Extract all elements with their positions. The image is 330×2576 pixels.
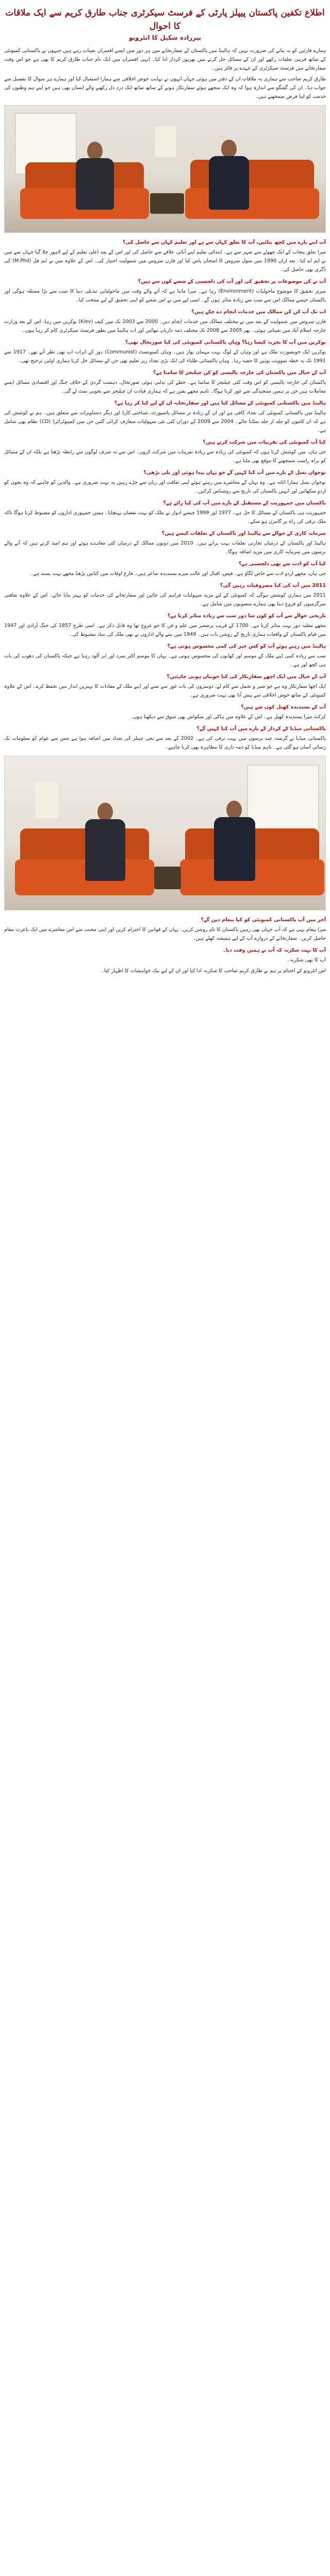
- qa-block-18: [4, 916, 326, 943]
- answer: میرا پیغام یہی ہے کہ آپ جہاں بھی رہیں پاکستان کا نام روشن کریں۔ یہاں کے قوانین کا احترام کریں اور اپنی محنت سے اس معاشرے میں ایک باعزت مقام حاصل کریں۔ سفارتخانے کے دروازے آپ کے لیے ہمیشہ کھلے ہیں۔: [4, 927, 326, 941]
- qa-block-4: [4, 338, 326, 365]
- question: تاریخی حوالے سے آپ کو کون سا دور سب سے زیادہ متاثر کرتا ہے؟: [167, 613, 326, 619]
- question: اب تک آپ کن کن ممالک میں خدمات انجام دے چکے ہیں؟: [191, 309, 326, 315]
- answer: جی ہاں، میں کوشش کرتا ہوں کہ کمیونٹی کی زیادہ سے زیادہ تقریبات میں شرکت کروں۔ اس سے نہ صرف لوگوں سے رابطہ بڑھتا ہے بلکہ ان کے مسائل کو براہ راست سمجھنے کا موقع بھی ملتا ہے۔: [4, 449, 326, 464]
- qa-block-19: [4, 946, 326, 964]
- qa-block-1: [4, 238, 326, 274]
- qa-block-13: [4, 612, 326, 639]
- question: ہالینڈ میں پاکستانی کمیونٹی کے مسائل کیا ہیں اور سفارتخانہ ان کے لیے کیا کر رہا ہے؟: [114, 400, 326, 406]
- qa-block-5: [4, 368, 326, 396]
- photo-side-table: [150, 193, 184, 214]
- interview-photo-2: [4, 756, 326, 910]
- qa-block-6: [4, 399, 326, 435]
- question: پاکستان میں جمہوریت کے مستقبل کے بارے میں آپ کی کیا رائے ہے؟: [163, 500, 326, 506]
- answer: نوجوان نسل ہمارا اثاثہ ہے۔ وہ یہاں کے معاشرے میں رہتے ہوئے اپنی ثقافت اور زبان سے جڑے رہیں یہ بہت ضروری ہے۔ والدین کو چاہیے کہ وہ بچوں کو اردو سکھائیں اور انہیں پاکستان کی تاریخ سے روشناس کرائیں۔: [4, 480, 326, 494]
- answer: جمہوریت ہی پاکستان کے مسائل کا حل ہے۔ 1977 اور 1999 جیسے ادوار نے ملک کو بہت نقصان پہنچایا۔ ہمیں جمہوری اداروں کو مضبوط کرنا ہوگا تاکہ ملک ترقی کی راہ پر گامزن ہو سکے۔: [4, 510, 326, 524]
- closing-paragraph: اس انٹرویو کے اختتام پر ہم نے طارق کریم صاحب کا شکریہ ادا کیا اور ان کے لیے نیک خواہشات کا اظہار کیا۔: [101, 968, 326, 974]
- answer: سب سے زیادہ کمی اپنے ملک کے موسم اور کھانوں کی محسوس ہوتی ہے۔ یہاں کا موسم اکثر سرد اور ابر آلود رہتا ہے جبکہ پاکستان کی دھوپ کی بات ہی کچھ اور ہے۔: [4, 653, 326, 668]
- question: آپ اپنے بارے میں کچھ بتائیں، آپ کا تعلق کہاں سے ہے اور تعلیم کہاں سے حاصل کی؟: [122, 240, 326, 245]
- intro-paragraph-1: ہمارے قارئین کو یہ بتانے کی ضرورت نہیں کہ ہالینڈ میں پاکستان کے سفارتخانے میں ہر دور میں ایسے افسران تعینات رہے ہیں جنہوں نے پاکستانی کمیونٹی کے ساتھ قریبی تعلقات رکھے اور ان کے مسائل حل کرنے میں بھرپور کردار ادا کیا۔ انہی افسران میں ایک نام جناب طارق کریم کا بھی ہے جو اس وقت سفارتخانے میں فرسٹ سیکرٹری کے عہدے پر فائز ہیں۔: [4, 48, 326, 71]
- qa-block-14: [4, 642, 326, 669]
- qa-block-11: [4, 560, 326, 578]
- answer: ہالینڈ میں پاکستانی کمیونٹی کی تعداد کافی ہے اور ان کے زیادہ تر مسائل پاسپورٹ، شناختی کارڈ اور دیگر دستاویزات سے متعلق ہیں۔ ہم نے کوشش کی ہے کہ ان کاموں کو جلد از جلد نمٹایا جائے۔ 2004 سے 2009 کے دوران کئی نئی سہولیات متعارف کرائی گئیں جن میں کمپیوٹرائزڈ (CD) نظام بھی شامل ہے۔: [4, 410, 326, 433]
- question: آخر میں آپ پاکستانی کمیونٹی کو کیا پیغام دیں گے؟: [201, 917, 326, 923]
- qa-block-15: [4, 672, 326, 700]
- answer: ہالینڈ اور پاکستان کے درمیان تجارتی تعلقات بہت پرانے ہیں۔ 2010 میں دونوں ممالک کے درمیان کئی معاہدے ہوئے اور ہم امید کرتے ہیں کہ آنے والے برسوں میں سرمایہ کاری میں مزید اضافہ ہوگا۔: [4, 540, 326, 555]
- answer: 2011 میں ہماری کوشش ہوگی کہ کمیونٹی کے لیے مزید سہولیات فراہم کی جائیں اور سفارتخانے کی خدمات کو بہتر بنایا جائے۔ اس کے علاوہ ثقافتی سرگرمیوں کو فروغ دینا بھی ہمارے منصوبوں میں شامل ہے۔: [4, 592, 326, 607]
- article-headline: اطلاع تکفین پاکستان پیپلز پارٹی کے فرسٹ سیکرٹری جناب طارق کریم سے ایک ملاقات کا احوال: [5, 8, 325, 31]
- answer: ایک اچھا سفارتکار وہ ہے جو صبر و تحمل سے کام لے، دوسروں کی بات غور سے سنے اور اپنے ملک کے مفادات کا بہترین انداز میں تحفظ کرے۔ اس کے علاوہ کمیونٹی کے ساتھ خوش اخلاقی سے پیش آنا بھی بہت ضروری ہے۔: [4, 684, 326, 698]
- answer: فارن سروس میں شمولیت کے بعد میں نے مختلف ممالک میں خدمات انجام دیں۔ 2000 سے 2003 تک میں کیف (Kiev) یوکرین میں رہا، اس کے بعد وزارت خارجہ اسلام آباد میں تعیناتی ہوئی۔ پھر 2005 سے 2008 تک مختلف ذمہ داریاں نبھائیں اور اب ہالینڈ میں بطور فرسٹ سیکرٹری کام کر رہا ہوں۔: [4, 319, 326, 333]
- photo-sofa-right: [185, 188, 319, 219]
- question: 2011 میں آپ کی کیا مصروفیات رہیں گی؟: [220, 583, 326, 588]
- question: کیا آپ کو ادب سے بھی دلچسپی ہے؟: [238, 561, 326, 567]
- interview-photo-1: [4, 105, 326, 233]
- photo-lamp: [36, 782, 58, 818]
- answer: یوکرین ایک خوبصورت ملک ہے اور وہاں کے لوگ بہت مہمان نواز ہیں۔ وہاں کمیونسٹ (Communist) دور کے اثرات اب بھی نظر آتے تھے۔ 1917 سے 1991 تک یہ خطہ سوویت یونین کا حصہ رہا۔ وہاں پاکستانی طلباء کی ایک بڑی تعداد زیر تعلیم تھی جن کے مسائل حل کرنا ہماری اولین ترجیح تھی۔: [4, 349, 326, 364]
- question: ہالینڈ میں رہتے ہوئے آپ کو کس چیز کی کمی محسوس ہوتی ہے؟: [167, 643, 326, 649]
- question: نوجوان نسل کے بارے میں آپ کیا کہیں گے جو یہاں پیدا ہوئی اور پلی بڑھی؟: [143, 470, 326, 476]
- question: پاکستانی میڈیا کے کردار کے بارے میں آپ کیا کہیں گے؟: [196, 726, 326, 732]
- photo-lamp: [155, 126, 176, 157]
- answer: مجھے مغلیہ دور بہت متاثر کرتا ہے۔ 1700 کے قریب برصغیر میں علم و فن کا جو عروج تھا وہ قابل ذکر ہے۔ اسی طرح 1857 کی جنگ آزادی اور 1947 میں قیام پاکستان کے واقعات ہماری تاریخ کے روشن باب ہیں۔ 1949 میں بننے والے اداروں نے بھی ملک کی بنیاد مضبوط کی۔: [4, 623, 326, 637]
- question: کیا آپ کمیونٹی کی تقریبات میں شرکت کرتے ہیں؟: [203, 439, 326, 445]
- article-byline: پیرزادہ شکیل کا انٹرویو: [129, 34, 201, 41]
- question: آپ کے پسندیدہ کھیل کون سے ہیں؟: [241, 704, 326, 710]
- photo-sofa-left: [15, 859, 154, 895]
- qa-block-10: [4, 529, 326, 556]
- question: سرمایہ کاری کے حوالے سے ہالینڈ اور پاکستان کے تعلقات کیسے ہیں؟: [161, 531, 326, 536]
- qa-block-3: [4, 308, 326, 335]
- qa-block-16: [4, 703, 326, 721]
- photo-window: [247, 765, 319, 832]
- question: یوکرین میں آپ کا تجربہ کیسا رہا؟ وہاں پاکستانی کمیونٹی کی کیا صورتحال تھی؟: [125, 340, 326, 345]
- qa-block-8: [4, 468, 326, 496]
- answer: کرکٹ میرا پسندیدہ کھیل ہے۔ اس کے علاوہ میں ہاکی اور سکواش بھی شوق سے دیکھتا ہوں۔: [130, 714, 326, 720]
- answer: آپ کا بھی شکریہ۔: [287, 957, 326, 963]
- question: آپ کا بہت شکریہ کہ آپ نے ہمیں وقت دیا۔: [223, 947, 326, 953]
- answer: میری تحقیق کا موضوع ماحولیات (Environment) رہا ہے۔ میرا ماننا ہے کہ آنے والے وقت میں ماحولیاتی تبدیلی دنیا کا سب سے بڑا مسئلہ ہوگی اور پاکستان جیسے ممالک اس سے سب سے زیادہ متاثر ہوں گے۔ اسی لیے میں نے اس شعبے کو اپنی تحقیق کے لیے منتخب کیا۔: [4, 289, 326, 303]
- qa-block-7: [4, 438, 326, 465]
- question: آپ کے خیال میں ایک اچھے سفارتکار کی کیا خوبیاں ہونی چاہئیں؟: [167, 674, 326, 680]
- answer: جی ہاں، مجھے اردو ادب سے خاص لگاؤ ہے۔ فیض، اقبال اور غالب میرے پسندیدہ شاعر ہیں۔ فارغ اوقات میں کتابیں پڑھنا مجھے بہت پسند ہے۔: [30, 571, 326, 577]
- qa-block-17: [4, 724, 326, 752]
- photo-side-table: [154, 867, 181, 889]
- question: آپ نے کن موضوعات پر تحقیق کی اور آپ کی دلچسپی کے شعبے کون سے ہیں؟: [138, 279, 326, 284]
- qa-block-12: [4, 581, 326, 608]
- answer: پاکستان کی خارجہ پالیسی کو اس وقت کئی چیلنجز کا سامنا ہے۔ خطے کی بدلتی ہوئی صورتحال، دہشت گردی کے خلاف جنگ اور اقتصادی مسائل ایسے معاملات ہیں جن پر ہمیں سنجیدگی سے غور کرنا ہوگا۔ تاہم مجھے یقین ہے کہ ہماری قیادت ان چیلنجز سے بخوبی نمٹ لے گی۔: [4, 380, 326, 394]
- intro-paragraph-2: طارق کریم صاحب سے ہماری یہ ملاقات ان کے دفتر میں ہوئی جہاں انہوں نے نہایت خوش اخلاقی سے ہمارا استقبال کیا اور ہمارے ہر سوال کا تفصیل سے جواب دیا۔ ان کی گفتگو سے اندازہ ہوا کہ وہ ایک منجھے ہوئے سفارتکار ہونے کے ساتھ ساتھ ایک درد دل رکھنے والے انسان بھی ہیں جو اپنے ہم وطنوں کی خدمت کو اپنا فرض سمجھتے ہیں۔: [4, 76, 326, 99]
- footer-space: [4, 977, 326, 988]
- answer: پاکستانی میڈیا نے گزشتہ چند برسوں میں بہت ترقی کی ہے۔ 2002 کے بعد سے نجی چینلز کی تعداد میں اضافہ ہوا ہے جس سے عوام کو معلومات تک رسائی آسان ہو گئی ہے۔ تاہم میڈیا کو ذمہ داری کا مظاہرہ بھی کرنا چاہیے۔: [4, 736, 326, 750]
- qa-block-2: [4, 277, 326, 304]
- answer: میرا تعلق پنجاب کے ایک چھوٹے سے شہر سے ہے۔ ابتدائی تعلیم اپنے آبائی علاقے سے حاصل کی اور اس کے بعد اعلیٰ تعلیم کے لیے لاہور چلا گیا جہاں سے میں نے ایم اے کیا۔ بعد ازاں 1990 میں سول سروس کا امتحان پاس کیا اور فارن سروس میں شمولیت اختیار کی۔ اس کے علاوہ میں نے ایم فل (M.Phil) کی ڈگری بھی حاصل کی۔: [4, 249, 326, 273]
- question: آپ کے خیال میں پاکستان کی خارجہ پالیسی کو کن چیلنجز کا سامنا ہے؟: [153, 370, 326, 376]
- qa-block-9: [4, 499, 326, 526]
